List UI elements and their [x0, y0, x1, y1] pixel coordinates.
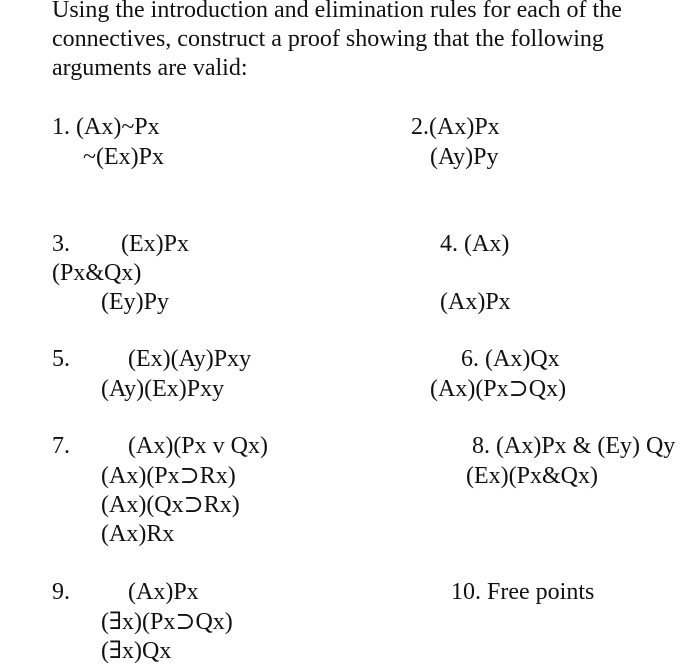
problem-3-number: 3.	[52, 231, 70, 257]
problem-1-conclusion: ~(Ex)Px	[83, 144, 164, 170]
problem-5-number: 5.	[52, 346, 70, 372]
problem-4-premise: 4. (Ax)	[440, 231, 510, 257]
problem-9-conclusion: (∃x)Qx	[101, 638, 172, 664]
problem-10-label: 10. Free points	[451, 579, 595, 605]
problem-2-conclusion: (Ay)Py	[430, 144, 499, 170]
problem-5-conclusion: (Ay)(Ex)Pxy	[101, 376, 225, 402]
instructions-paragraph: Using the introduction and elimination rules for each of the connectives, construct a proof showing that the following arguments are valid:	[52, 0, 622, 81]
problem-8-conclusion: (Ex)(Px&Qx)	[466, 463, 598, 489]
problem-9-premise-2: (∃x)(Px⊃Qx)	[101, 609, 233, 635]
problem-3-premise-2: (Px&Qx)	[52, 260, 142, 286]
problem-7-number: 7.	[52, 433, 70, 459]
problem-3-premise-1: (Ex)Px	[121, 231, 189, 257]
problem-2-premise: 2.(Ax)Px	[411, 114, 500, 140]
problem-8-premise: 8. (Ax)Px & (Ey) Qy	[472, 433, 676, 459]
problem-3-conclusion: (Ey)Py	[101, 289, 169, 315]
problem-6-conclusion: (Ax)(Px⊃Qx)	[430, 376, 567, 402]
problem-4-conclusion: (Ax)Px	[440, 289, 511, 315]
problem-7-conclusion: (Ax)Rx	[101, 521, 175, 547]
problem-6-premise: 6. (Ax)Qx	[461, 346, 560, 372]
problem-5-premise: (Ex)(Ay)Pxy	[128, 346, 252, 372]
problem-7-premise-1: (Ax)(Px v Qx)	[128, 433, 268, 459]
problem-9-number: 9.	[52, 579, 70, 605]
problem-7-premise-2: (Ax)(Px⊃Rx)	[101, 463, 236, 489]
problem-1-premise: 1. (Ax)~Px	[52, 114, 160, 140]
problem-7-premise-3: (Ax)(Qx⊃Rx)	[101, 492, 240, 518]
problem-9-premise-1: (Ax)Px	[128, 579, 199, 605]
